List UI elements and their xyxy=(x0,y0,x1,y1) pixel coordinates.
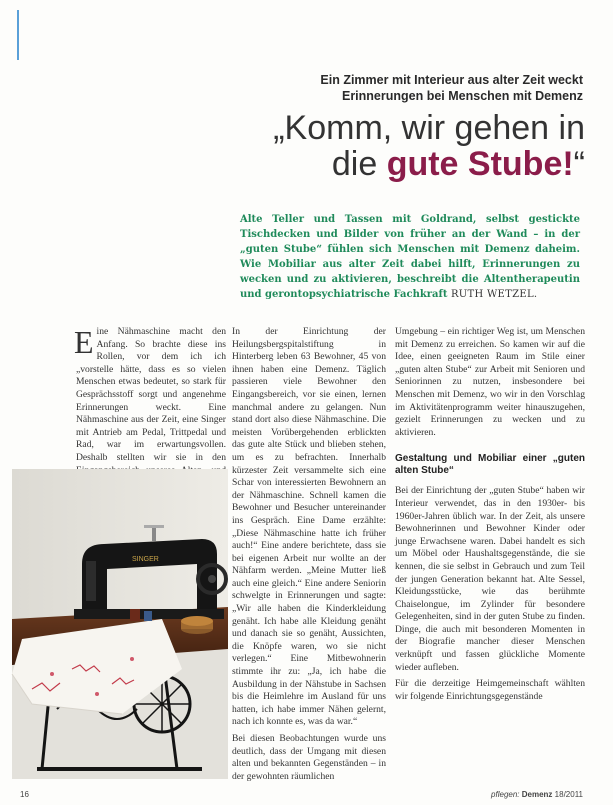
headline-line-2 xyxy=(145,146,585,182)
lead-author: RUTH WETZEL. xyxy=(450,289,538,300)
magazine-bold: Demenz xyxy=(521,790,553,799)
machine-brand-label: SINGER xyxy=(132,556,159,563)
column-3-paragraph-2: Bei der Einrichtung der „guten Stube“ haben wir Interieur verwendet, das in den 1930er- bis 1960er-Jahren üblich war. In der Zeit, als unsere Bewohnerinnen und Bewohner Kinder oder junge Erwachsene waren. Dabei handelt es sich um Möbel oder Haushaltsgegenstände, die sie kennen, die sie selbst in Gebrauch und zum Teil der jungen Generation bekannt hat. Alte Sessel, Kleidungsstücke, wie das berühmte Chaiselongue, im Zylinder für besondere Gelegenheiten, sind in der guten Stube zu finden. Dinge, die auch mit besonderen Momenten in der Biografie mancher dieser Menschen verknüpft und fassen glückliche Momente wieder aufleben. xyxy=(395,485,585,673)
magazine-issue: 18/2011 xyxy=(554,790,583,799)
column-1-paragraph xyxy=(76,326,226,490)
headline-accent: gute Stube! xyxy=(386,145,574,183)
column-1 xyxy=(76,326,226,466)
column-3-paragraph-1: Umgebung – ein richtiger Weg ist, um Menschen mit Demenz zu erreichen. So kamen wir auf die Idee, einen geeigneten Raum im Stile einer „guten alten Stube“ zur Arbeit mit Senioren und Seniorinnen zu nutzen, insbesondere bei Menschen mit Demenz, wo wir in den Vorschlag im Aktivitätenprogramm weiter hinauszugehen, gezielt Erinnerungen zu wecken und zu aktivieren. xyxy=(395,326,585,438)
column-1-text: ine Nähmaschine macht den Anfang. So brachte diese ins Rollen, vor dem ich ich „vorstelle hätte, dass es so vielen Menschen etwas bedeutet, so stark für Gesprächsstoff sorgt und angenehme Erinnerungen weckt. Eine Nähmaschine aus der Zeit, eine Singer mit Antrieb am Pedal, Trittpedal und Rad, war im erwartungsvollen. Deshalb stellten wir sie in den xyxy=(76,326,226,463)
column-2-paragraph-1: In der Einrichtung der Heilungsbergspitalstiftung in Hinterberg leben 63 Bewohner, 45 von ihnen haben eine Demenz. Täglich passieren viele Bewohner den Eingangsbereich, vor sie einen, lernen manchmal andere zu gelangen. Nun stand dort also diese Nähmaschine. Die meisten Vorübergehenden erblickten das gute alte Stück und blieben stehen, um es zu befrachten. Innerhalb kürzester Zeit versammelte sich eine Schar von interessierten Bewohnern an der Nähmaschine. Schnell kamen die Bewohner und Besucher untereinander ins Gespräch. Eine Dame erzählte: „Diese Nähmaschine hatte ich früher auch!“ Eine andere berichtete, dass sie bei eigenen Arbeit nur wollte an der Nähfarm werden. „Meine Mutter ließ auch eine gleich.“ Eine andere Seniorin schwelgte in Erinnerungen und sagte: „Wir alle haben die Kinderkleidung genäht. Ich habe alle Kleidung genäht und danach sie so genäht, Aussichten, die Knöpfe waren, wo sie nicht verlegen.“ Eine Mitbewohnerin stimmte ihr zu: „Ja, ich habe die Ausbildung in der Nähstube in Sachsen bis die Heimlehre im Ausland für uns hatten, ich habe immer Nähen gelernt, nach ich konnte es, was da war.“ xyxy=(232,326,386,728)
kicker xyxy=(253,72,583,104)
page-footer xyxy=(0,790,613,804)
lead-paragraph xyxy=(240,212,580,302)
column-2 xyxy=(232,326,386,782)
magazine-name xyxy=(491,790,583,799)
magazine-italic: pflegen: xyxy=(491,790,522,799)
headline-line-1: „Komm, wir gehen in xyxy=(273,109,585,147)
section-subheading: Gestaltung und Mobiliar einer „guten alten Stube“ xyxy=(395,453,585,477)
sewing-machine-illustration xyxy=(12,469,228,779)
headline-close-quote: “ xyxy=(573,145,585,183)
sewing-tin xyxy=(181,616,213,634)
kicker-line-1: Ein Zimmer mit Interieur aus alter Zeit weckt xyxy=(320,73,583,87)
lead-text: Alte Teller und Tassen mit Goldrand, selbst gestickte Tischdecken und Bilder von früher an der Wand – in der „guten Stube“ fühlen sich Menschen mit Demenz daheim. Wie Mobiliar aus alter Zeit dabei hilft, Erinnerungen zu wecken und zu aktivieren, beschreibt die Altentherapeutin und gerontopsychiatrische Fachkraft xyxy=(240,214,580,300)
column-3-paragraph-3: Für die derzeitige Heimgemeinschaft wählten wir folgende Einrichtungsgegenstände xyxy=(395,678,585,702)
drop-cap: E xyxy=(74,324,94,360)
headline xyxy=(145,110,585,182)
kicker-line-2: Erinnerungen bei Menschen mit Demenz xyxy=(341,89,583,103)
headline-plain: die xyxy=(331,145,387,183)
page-number: 16 xyxy=(20,790,29,799)
column-2-paragraph-2: Bei diesen Beobachtungen wurde uns deutlich, dass der Umgang mit diesen alten und bekannten Gegenständen – in der gewohnten räumlichen xyxy=(232,733,386,782)
sewing-machine-photo xyxy=(12,469,228,779)
column-3 xyxy=(395,326,585,776)
side-accent-bar xyxy=(17,10,19,60)
